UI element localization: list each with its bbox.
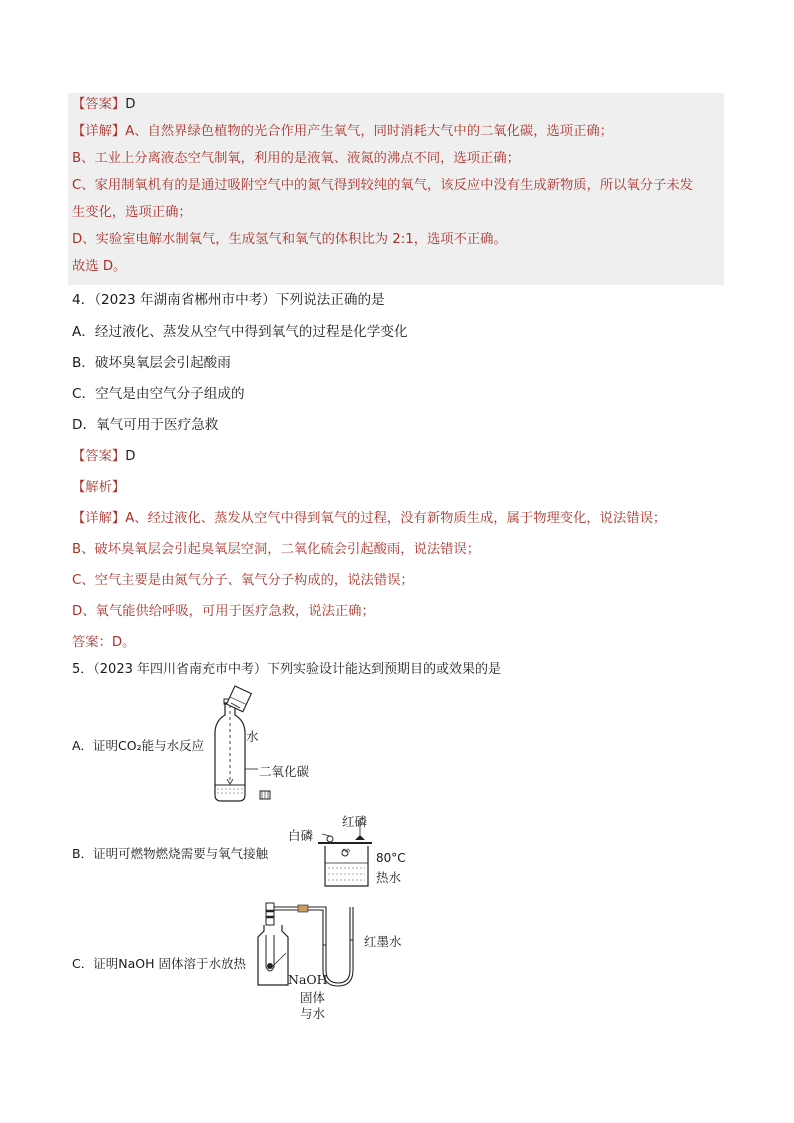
co2-bottle-figure [205, 683, 325, 808]
prev-detail-line-d: D、实验室电解水制氧气，生成氢气和氧气的体积比为 2:1，选项不正确。 [72, 232, 507, 247]
q4-detail-line-b: B、破坏臭氧层会引起臭氧层空洞，二氧化硫会引起酸雨，说法错误； [72, 542, 481, 557]
q4-detail-line-a [72, 509, 666, 529]
temperature-label: 80°C [376, 851, 406, 865]
red-phosphorus-label: 红磷 [342, 814, 368, 829]
prev-answer-line [72, 95, 135, 115]
detail-tag: 【详解】 [72, 511, 126, 526]
detail-text: A、经过液化、蒸发从空气中得到氧气的过程，没有新物质生成，属于物理变化，说法错误； [125, 511, 667, 526]
submerged-white-phosphorus [342, 850, 348, 856]
red-phosphorus [355, 835, 365, 840]
hot-water-label: 热水 [376, 870, 402, 885]
q5-option-c: C．证明NaOH 固体溶于水放热 [72, 956, 246, 971]
prev-detail-line-b: B、工业上分离液态空气制氧，利用的是液氧、液氮的沸点不同，选项正确； [72, 151, 520, 166]
q4-analysis-tag [72, 478, 125, 498]
q4-stem: 4．（2023 年湖南省郴州市中考）下列说法正确的是 [72, 292, 385, 308]
co2-label: 二氧化碳 [259, 764, 310, 779]
q4-option-b: B．破坏臭氧层会引起酸雨 [72, 355, 231, 371]
answer-tag: 【答案】 [72, 97, 126, 112]
q4-option-a: A．经过液化、蒸发从空气中得到氧气的过程是化学变化 [72, 324, 408, 340]
white-phosphorus [327, 836, 333, 842]
q5-option-b: B．证明可燃物燃烧需要与氧气接触 [72, 846, 269, 861]
prev-conclusion: 故选 D。 [72, 259, 127, 274]
white-phosphorus-label: 白磷 [288, 828, 314, 843]
answer-value: D [125, 97, 136, 112]
q4-detail-line-c: C、空气主要是由氮气分子、氧气分子构成的，说法错误； [72, 573, 414, 588]
prev-detail-line-a [72, 122, 613, 142]
detail-tag: 【详解】 [72, 124, 126, 139]
prev-detail-line-c1: C、家用制氧机有的是通过吸附空气中的氮气得到较纯的氧气，该反应中没有生成新物质，所以氧分子未发 [72, 178, 693, 193]
q5-option-a: A．证明CO₂能与水反应 [72, 738, 205, 753]
prev-detail-line-c2: 生变化，选项正确； [72, 205, 192, 220]
q4-conclusion: 答案：D。 [72, 635, 136, 650]
naoh-solid [267, 963, 273, 969]
q5-stem: 5．（2023 年四川省南充市中考）下列实验设计能达到预期目的或效果的是 [72, 662, 501, 677]
solid-label: 固体 [300, 990, 326, 1005]
rubber-joint [298, 905, 308, 912]
water-label: 水 [246, 729, 259, 744]
q4-detail-line-d: D、氧气能供给呼吸，可用于医疗急救，说法正确； [72, 604, 375, 619]
red-ink-label: 红墨水 [364, 934, 402, 949]
q4-option-d: D．氧气可用于医疗急救 [72, 417, 219, 433]
answer-tag: 【答案】 [72, 449, 126, 464]
with-water-label: 与水 [300, 1006, 326, 1021]
answer-value: D [125, 449, 136, 464]
q4-option-c: C．空气是由空气分子组成的 [72, 386, 245, 402]
naoh-label: NaOH [288, 972, 328, 987]
analysis-tag: 【解析】 [72, 480, 126, 495]
stopper [266, 903, 274, 925]
detail-text: A、自然界绿色植物的光合作用产生氧气，同时消耗大气中的二氧化碳，选项正确； [125, 124, 613, 139]
q4-answer-line [72, 447, 135, 467]
